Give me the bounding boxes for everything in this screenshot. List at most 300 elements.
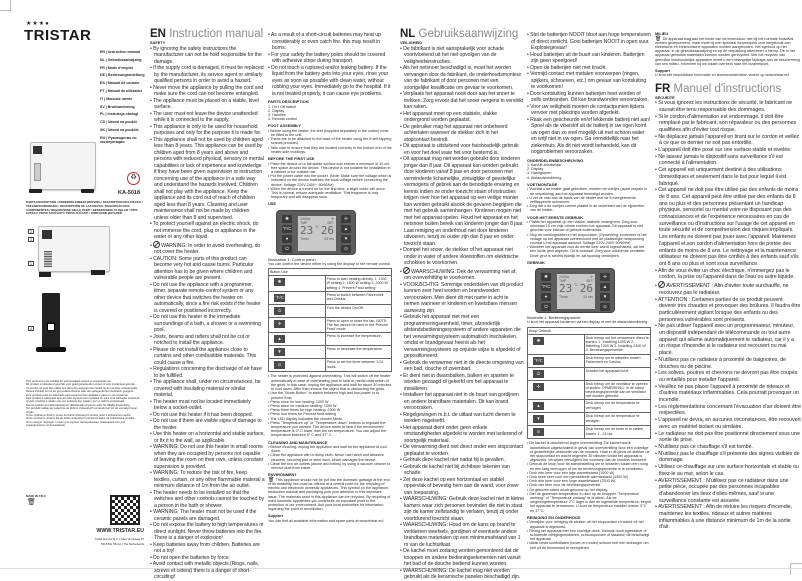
lcd-timer: Timer <box>300 236 309 241</box>
list-item-text: Before cleaning, unplug the appliance and wait for the appliance to cool down. <box>270 445 387 454</box>
list-item <box>655 357 801 370</box>
first-use-heading: BEFORE THE FIRST USE <box>268 156 315 162</box>
environment-heading: ENVIRONMENT <box>268 472 297 478</box>
first-use-heading: VOOR HET EERSTE GEBRUIK <box>527 214 583 220</box>
brand-stars: ★★★● <box>26 21 50 27</box>
list-item-text: De kachel moet zodanig worden gemonteerd dat de knoppen en andere bedieningselementen niet vanuit het bad of de douche bediend kunnen worden. <box>403 548 521 567</box>
address-line: 5015 BH Tilburg | The Netherlands <box>101 542 144 546</box>
lcd-current-temp: 23 <box>300 223 314 237</box>
down-button-icon: ▼ <box>533 415 544 423</box>
list-item <box>150 418 265 431</box>
list-item-text: Cet appareil est uniquement destiné à des utilisations domestiques et seulement dans le but pour lequel il est fabriqué. <box>658 167 787 187</box>
list-item-text: Het apparaat dient onder geen enkele omstandigheden afgedekt te worden met isolerend of soortgelijk materiaal. <box>403 424 523 444</box>
list-item-text: Use this heater on a horizontal and stable surface, or fix it to the wall, as applicable. <box>153 431 265 444</box>
illustration-caption: Illustratie 1: Bedieningspaneel <box>527 315 581 321</box>
list-item-text: N'utilisez pas ce chauffage s'il est tombé. <box>658 443 753 450</box>
list-item-text: The heater is protected against overheating. This will switch off the heater automatically in case of overheating (due to total or partial obstruction of the grids. In this case, unplug the appliance and wait for about 30 minutes to cool down. After that remove the object that is obstructing the grids. <box>270 374 392 392</box>
list-item <box>268 445 392 453</box>
support-heading: Support <box>268 513 283 519</box>
list-item-text: The LED display indicates the chosen Mode. <box>270 416 344 421</box>
list-item-text: Ne laissez jamais le dispositif sans surveillance s'il est connecté à l'alimentation. <box>658 153 783 167</box>
list-item <box>527 104 651 117</box>
list-item-text: Never move the appliance by pulling the cord and make sure the cord can not become entangled. <box>153 84 264 97</box>
list-item <box>655 147 801 154</box>
table-icon-cell <box>528 413 585 426</box>
list-item <box>100 105 146 109</box>
list-item-text: Dit apparaat is uitsluitend voor huishoudelijk gebruik en voor het doel waar het voor bestemd is. <box>403 143 519 156</box>
list-item-text: The appliance shall, under no circumstances, be covered with insulating material or similar material. <box>153 379 261 398</box>
heater-front-image <box>38 226 110 272</box>
list-item <box>400 477 524 497</box>
en-title <box>150 28 265 40</box>
list-item-text: Door kortsluiting kunnen batterijen heet worden of zelfs ontbranden. Dit kan brandwonden veroorzaken. <box>530 90 649 103</box>
table-header: Knop Gebruik <box>528 327 651 334</box>
table-use-cell: Press to increase the temperature. <box>325 333 391 346</box>
table-icon-cell <box>269 291 326 304</box>
list-item <box>150 431 265 444</box>
list-item-text: 2. Display <box>527 167 544 172</box>
list-item <box>655 431 801 444</box>
lcd-display <box>557 274 595 309</box>
list-item-text: Installeer het apparaat niet in de buurt van gordijnen en andere brandbare materialen. Dit kan brand veroorzaken. <box>403 392 519 411</box>
nl-title <box>400 28 524 40</box>
list-item-text: Les solives, poutres et chevrons ne devront pas être coupés ou entaillés pour installer l'appareil. <box>658 370 798 383</box>
list-item-text: Joists, beams and rafters shall not be cut or notched to install the appliance. <box>153 333 250 346</box>
list-item-text: NL | Gebruiksaanwijzing <box>100 57 142 62</box>
list-item <box>655 187 801 267</box>
list-item <box>100 136 146 145</box>
list-item-text: Clean the two air outlets (above and below) by using a vacuum cleaner to remove dust from inside. <box>270 461 391 471</box>
lcd-set: SET <box>327 220 334 225</box>
list-item <box>100 120 146 124</box>
list-item <box>150 444 265 470</box>
list-item-text: Do not use this heater in the immediate surroundings of a bath, a shower or a swimming pool. <box>153 314 261 333</box>
environment-body: Dit apparaat mag aan het einde van de levensduur niet bij het normale huisafval worden gedeponeerd, maar moet bij een speciaal inzamelpunt voor hergebruik van elektrische en elektronische apparaten worden aangeboden. Het symbool op het apparaat, in de gebruiksaanwijzing en op de verpakking attendeert u hierop. De in het apparaat gebruikte materialen kunnen worden gerecycled. Met het recyclen van gebruikte huishoudelijke apparaten levert u een belangrijke bijdrage aan de bescherming van ons milieu. Informeer bij uw lokale overheid naar het inzamelpunt. <box>655 36 800 66</box>
list-item <box>400 522 524 548</box>
lcd-display <box>298 216 336 251</box>
no-cover-warning-icon <box>153 241 160 248</box>
list-item-text: Ne pas utiliser l'appareil avec un programmateur, minuteur, un dispositif indépendant de télécommande ou tout autre appareil qui allume automatiquement le radiateur, car il y a un risque d'incendie si le radiateur est recouvert ou mal placé. <box>658 323 795 357</box>
list-item-text: Zet deze kachel op een horizontaal en stabiel oppervlak of bevestig hem aan de wand, voor zover van toepassing. <box>403 476 519 496</box>
list-item-text: Raak een gescheurde en/of lekkende batterij niet aan! Spoel als de vloeistof uit de batterij in uw ogen komt uw ogen dan zo snel mogelijk uit met schoon water en wrijf niet in uw ogen. Ga onmiddellijk naar het ziekenhuis. Als dit niet wordt behandeld, kan dit oogproblemen veroorzaken. <box>530 116 651 155</box>
list-item <box>527 233 651 246</box>
environment-text <box>655 37 801 66</box>
list-item-text: Gebruik de verwarmer niet in de directe omgeving van een bad, douche of zwembad. <box>403 359 524 372</box>
list-item <box>400 124 524 144</box>
list-item-text: Vermijd contact met metalen voorwerpen (ringen, spijkers, schroeven, etc.) om gevaar van kortsluiting te voorkomen! <box>530 71 647 90</box>
website-link[interactable]: WWW.TRISTAR.EU <box>96 528 144 534</box>
list-item <box>150 366 265 379</box>
list-item-text: DE | Bedienungsanleitung <box>100 73 145 78</box>
list-item-text: Voor uw veiligheid moeten de contactpunten tijdens vervoer met plakstrips worden afgedekt. <box>530 103 645 116</box>
table-row <box>528 367 651 380</box>
table-header: Button Use <box>269 269 392 276</box>
list-item-text: Wanneer het apparaat voor de eerste keer wordt ingeschakeld, zal het een lichte geur afgeven. Dit is normaal. Zorg voor voldoende ventilatie. Deze geur is slechts tijdelijk en zal spoedig verdwijnen. <box>529 245 646 258</box>
lcd-current-temp: 23 <box>559 282 573 296</box>
list-item-text: Dompel het snoer, de stekker of het apparaat niet onder in water of andere vloeistoffen om elektrische schokken te voorkomen. <box>403 247 519 266</box>
list-item-text: PL | Instrukcja obsługi <box>100 112 139 117</box>
list-item-text: ATTENTION : Certaines parties de ce produit peuvent devenir très chaudes et provoquer des brûlures. Il faudra être particulièrement vigilant lorsque des enfants ou des personnes vulnérables sont présents. <box>657 296 801 323</box>
lcd-fan-icon: ✢ <box>590 275 593 280</box>
list-item-text: Open de batterijen niet met kracht. <box>530 64 607 71</box>
list-item-text: 1. On / Off switch <box>268 104 297 109</box>
unit-button-icon: °F/C <box>282 225 292 231</box>
callout-label: 4 <box>28 326 34 331</box>
table-row <box>269 304 392 317</box>
list-item <box>400 247 524 267</box>
heat-button-icon: ✺ <box>274 278 285 286</box>
unit-button-icon: °F/C <box>533 357 544 363</box>
use-notes <box>527 441 651 512</box>
lcd-fan-icon: ✢ <box>331 216 334 221</box>
list-item <box>400 91 524 111</box>
table-use-cell: Druk hierop om te wisselen tussen Fahrenheit en Celsius. <box>584 354 650 367</box>
list-item-text: Ten produkt nadaje się wyłącznie do dobrze izolowanych pomieszczeń lub do sporadycznego użytku. <box>26 407 137 414</box>
unit-button-icon: °F/C <box>274 294 285 300</box>
list-item <box>400 267 524 282</box>
list-item-text: Press three times for high heating: 2300 W <box>270 408 341 413</box>
list-item-text: Reinig het apparaat met een vochtige doek. Gebruik nooit agressieve of schurende reinigingsmiddelen, schuursponsen of staalwol; dit beschadigt het apparaat. <box>529 528 650 542</box>
power-button-icon: ⏻ <box>282 245 292 253</box>
table-use-cell: Press to decrease the temperature. <box>325 346 391 359</box>
list-item <box>100 58 146 62</box>
use-heading: USE <box>268 201 276 207</box>
heat-button-icon: ✺ <box>541 273 551 281</box>
list-item-text: Put the power cable into the socket. (Note: Make sure the voltage which is indicated on the device matches the local voltage before connecting the device. Voltage 220V-240V~ 50/60Hz) <box>270 174 392 187</box>
support-text: You can find all available information and spare parts at www.tristar.eu! <box>268 518 384 523</box>
up-button-icon: ▲ <box>533 402 544 410</box>
language-code: NL <box>400 28 416 40</box>
list-item-text: Stop de voedingskabel in het stopcontact. (Opmerking: controleer of het voltage op het apparaat overeenkomt met de plaatselijke netspanning voordat u het apparaat aansluit. Voltage 220V-240V 50/60Hz) <box>529 232 647 246</box>
list-item-text: U zet ze vast aan de basis van de heater met de 8 meegeleverde zelftappende schroeven. <box>529 195 636 204</box>
down-button-icon: ▼ <box>600 293 610 301</box>
button-table <box>527 327 651 440</box>
list-item-text: WAARSCHUWING: Dek de verwarming niet af, om oververhitting te voorkomen. <box>404 268 517 281</box>
list-item-text: RU | Руководство по эксплуатации <box>100 135 137 145</box>
list-item-text: 3. Handles <box>268 112 286 117</box>
list-item-text: Clean the appliance with a damp cloth. Never use harsh and abrasive cleaners, scouring pad or steel wool, which damages the device. <box>270 453 384 462</box>
list-item-text: N'utilisez pas le chauffage s'il présente des signes visibles de dommage. <box>658 450 800 464</box>
cover-panel <box>0 0 145 575</box>
fan-button-icon: ✢ <box>341 215 351 223</box>
table-icon-cell <box>269 317 326 333</box>
list-item-text: 4. Afstandsbediening <box>527 175 562 180</box>
list-item-text: Cet appareil ne doit pas être utilisé par des enfants de moins de 8 ans. Cet appareil peut être utilisé par des enfants de 8 ans ou plus et des personnes présentant un handicap physique, sensoriel ou mental voire ne disposant pas des connaissances et de l'expérience nécessaires en cas de surveillance ou d'instructions sur l'usage de cet appareil en toute sécurité et de compréhension des risques impliqués. Les enfants ne doivent pas jouer avec l'appareil. Maintenez l'appareil et son cordon d'alimentation hors de portée des enfants de moins de 8 ans. Le nettoyage et la maintenance utilisateur ne doivent pas être confiés à des enfants sauf s'ils ont 8 ans ou plus et sont sous surveillance. <box>658 187 799 267</box>
safety-list <box>655 100 801 531</box>
list-item <box>268 129 392 137</box>
list-item-text: Druk vier keer voor de bevriezingspreventie <box>529 483 601 488</box>
list-item-text: Plaats het apparaat op een vlakke, stabiele ondergrond. Zorg voor minimaal 10 cm vrije ruimte rondom het apparaat. Dit apparaat is niet geschikt voor inbouw of gebruik buitenshuis. <box>529 220 643 233</box>
table-icon-cell <box>269 333 326 346</box>
list-item <box>268 421 392 438</box>
safety-heading: SÉCURITÉ <box>655 94 675 100</box>
fan-button-icon: ✢ <box>274 320 285 328</box>
safety-list <box>400 46 524 581</box>
table-row <box>269 333 392 346</box>
list-item-text: Avoid contact with metallic objects.(Rings, nails, screws et cetera) there is a danger of short-circuiting! <box>152 561 259 580</box>
up-button-icon: ▲ <box>341 225 351 233</box>
list-item-text: 2. Display <box>268 108 285 113</box>
list-item-text: For your safety the battery poles should be covered with adhesive strips during transport. <box>271 51 386 64</box>
weee-bin-icon: 🗑 <box>27 499 36 506</box>
safety-list <box>150 46 265 581</box>
list-item <box>268 146 392 154</box>
list-item <box>655 417 801 430</box>
callout-label: 1 <box>28 261 34 266</box>
list-item-text: This appliance shall not be used by children aged less than 8 years. This appliance can be used by children aged from 8 years and above and persons with reduced physical, sensory or mental capabilities or lack of experience and knowledge if they have been given supervision or instruction concerning use of the appliance in a safe way and understand the hazards involved. Children shall not play with the appliance. Keep the appliance and its cord out of reach of children aged less than 8 years. Cleaning and user maintenance shall not be made by children unless older than 8 and supervised. <box>153 136 264 221</box>
brand-logo: TRISTAR <box>24 27 92 44</box>
list-item-text: Gebruik het apparaat niet met een programmeringseenheid, timer, afzonderlijk afstandsbedieningssysteem of andere apparaten die het verwarmingssysteem automatisch inschakelen, omdat er brandgevaar heerst als het verwarmingssysteem op onjuiste wijze is afgedekt of gepositioneerd. <box>403 314 521 359</box>
table-row <box>269 346 392 359</box>
lcd-tmp: TMP <box>559 279 567 284</box>
illustration-text: You can control the device either by using the display or the remote control. <box>268 261 391 266</box>
list-item-text: Verplaats het apparaat nooit door aan het snoer te trekken. Zorg ervoor dat het snoer nergens in verstrikt kan raken. <box>403 91 524 110</box>
list-item-text: Afin de vous éviter un choc électrique, n'immergez pas le cordon, la prise ou l'appareil dans de l'eau ou autre liquide. <box>657 267 795 281</box>
list-item-text: Do not touch a ruptured and/or leaking battery. If the liquid from the battery gets into your eyes, rinse your eyes as soon as possible with clean water, without rubbing your eyes. Immediately go to the hospital. If it is not treated properly, it can cause eye problems. <box>271 64 391 97</box>
language-code: FR <box>655 82 671 95</box>
table-row <box>528 413 651 426</box>
table-use-cell: Druk hierop om de temperatuur te verlagen. <box>584 413 650 426</box>
list-item <box>150 137 265 222</box>
model-number: KA-5018 <box>118 190 141 196</box>
list-item-text: WARNING: In order to avoid overheating, do not cover the heater. <box>154 242 261 255</box>
lcd-row <box>559 295 593 299</box>
first-use-list <box>268 162 392 200</box>
table-use-cell: Press to start heating directly. 1. 1000 W setting 2. 1300 W setting 3. 2300 W setting 4. Prevent Frost setting <box>325 276 391 292</box>
list-item <box>655 100 801 113</box>
list-item <box>150 542 265 555</box>
table-icon-cell <box>528 400 585 413</box>
list-item <box>150 347 265 367</box>
list-item-text: The user must not leave the device unattended while it is connected to the supply. <box>153 110 258 123</box>
table-icon-cell <box>269 304 326 317</box>
list-item <box>150 111 265 124</box>
table-row <box>269 317 392 333</box>
table-use-cell: Press to set the timer between 1-24 hours. <box>325 359 391 372</box>
safety-heading: SAFETY <box>150 40 166 45</box>
control-panel-illustration <box>535 268 615 313</box>
list-item-text: Dieses Produkt ist nur für gut isolierte Räume oder den gelegentlichen Gebrauch geeignet. <box>26 390 134 394</box>
list-item-text: Druk één keer voor een lage warmtestand (1000 W) <box>529 470 615 475</box>
timer-button-icon: ⊙ <box>274 361 285 369</box>
list-item <box>150 98 265 111</box>
list-item-text: WAARSCHUWING: Gebruik deze kachel niet in kleine kamers waar zich personen bevinden die niet in staat zijn de kamer zelfstandig te verlaten, tenzij zij onder voortdurend toezicht staan. <box>403 496 524 522</box>
list-item <box>100 89 146 93</box>
list-item <box>268 52 392 65</box>
list-item-text: Questo prodotto è adatto solo per ambienti ben isolati o per un utilizzo occasionale. <box>26 400 126 404</box>
list-item <box>527 196 651 204</box>
list-item-text: The heater needs to be installed so that the switches and other controls cannot be touched by a person in the bath or shower. <box>153 489 265 509</box>
list-item-text: Use the "Mode Button" to switch between high and low power or to prevent frost. <box>270 391 380 400</box>
language-list <box>100 50 146 148</box>
illustration-caption: Illustration 1: Control panel <box>268 256 316 262</box>
list-item <box>268 374 392 391</box>
no-cover-warning-icon <box>403 267 410 274</box>
fr-column <box>655 32 801 531</box>
list-item <box>527 32 651 52</box>
list-item-text: If the supply cord is damaged, it must be replaced by the manufacturer, its service agent or similarly qualified persons in order to avoid a hazard. <box>153 65 264 84</box>
list-item-text: WARNING: To reduce the risk of fire, keep textiles, curtain, or any other flammable material a minimum distance of 1m from the air outlet. <box>153 470 265 489</box>
list-item-text: De kachel is beschermd tegen oververhitting. De kachel wordt automatisch uitgeschakeld in geval van oververhitting door een volledige of gedeeltelijke obstructie van de roosters. Haal in dit geval de stekker uit het stopcontact en wacht ongeveer 30 minuten totdat het apparaat is afgekoeld. Verwijder vervolgens het voorwerp dat de roosters blokkeert. <box>529 441 650 463</box>
table-header-row <box>269 269 392 276</box>
list-item-text: Este producto solo es adecuado para espacios bien aislados o para un uso ocasional. <box>26 393 129 397</box>
list-item-text: SV | Bruksanvisning <box>100 104 135 109</box>
list-item-text: When the device is turned on for the first time, a slight odour will occur. This is normal, ensure adequate ventilation. This fragrance is only temporary and will disappear soon. <box>270 186 386 200</box>
parts-list <box>268 105 392 122</box>
list-item <box>527 492 651 513</box>
timer-button-icon: ⊙ <box>600 303 610 311</box>
list-item-text: Veuillez ne pas placer l'appareil à proximité de rideaux et d'autres matériaux inflammables. Cela pourrait provoquer un incendie. <box>658 383 799 404</box>
en-column-2 <box>268 32 392 523</box>
list-item <box>268 137 392 145</box>
safety-list-continued <box>268 32 392 97</box>
use-heading: GEBRUIK <box>527 259 545 265</box>
foot-list <box>527 187 651 212</box>
list-item <box>268 117 392 121</box>
table-use-cell: Druk hierop om de ventilator te openen of sluiten. OPMERKING: In de stand bevriezingspreventie kan de ventilator niet worden gebruikt. <box>584 380 650 400</box>
list-item-text: AVERTISSEMENT : Afin de réduire les risques d'incendie, maintenez les textiles, rideaux et autres matières inflammables à une distance minimum de 1m de la sortie d'air. <box>657 504 793 531</box>
list-item <box>655 464 801 477</box>
safety-list-continued <box>527 32 651 156</box>
callout-label: 2 <box>28 229 34 234</box>
list-item-text: Les réglementations concernant l'évacuation d'air doivent être respectées. <box>658 403 801 417</box>
table-row <box>269 276 392 292</box>
list-item <box>268 65 392 98</box>
list-item-text: Please do not install the appliance close to curtains and other combustible materials. This could cause a fire. <box>153 346 257 366</box>
list-item-text: To protect yourself against an electric shock, do not immerse the cord, plug or appliance in the water or any other liquid. <box>153 221 259 240</box>
list-item-text: 4. Remote control <box>268 117 298 122</box>
list-item <box>268 391 392 399</box>
list-item <box>150 124 265 137</box>
power-button-icon: ⏻ <box>274 307 285 315</box>
table-header-row <box>528 327 651 334</box>
list-item-text: Le radiateur ne doit pas être positionné directement sous une sortie de prise. <box>658 430 800 444</box>
heat-button-icon: ✺ <box>282 215 292 223</box>
table-row <box>528 426 651 439</box>
list-item <box>527 187 651 195</box>
list-item-text: IT | Manuale utente <box>100 96 133 101</box>
list-item <box>268 462 392 470</box>
lcd-set: SET <box>586 279 593 284</box>
foot-heading: VOETMONTAGE <box>527 181 558 187</box>
environment-text <box>268 478 392 512</box>
list-item-text: WARNING: Do not use this heater in small rooms when they are occupied by persons not capable of leaving the room on their own, unless constant supervision is provided. <box>153 444 263 470</box>
power-button-icon: ⏻ <box>533 370 544 378</box>
list-item <box>100 50 146 54</box>
list-item <box>150 256 265 282</box>
list-item-text: Press four times for Prevent frost setting <box>270 412 337 417</box>
list-item-text: WAARSCHUWING: De kachel mag niet worden gebruikt als de keramische panelen beschadigd zijn. <box>403 567 521 580</box>
timer-button-icon: ⊙ <box>533 428 544 436</box>
list-item <box>527 441 651 462</box>
list-item <box>527 52 651 65</box>
list-item <box>26 421 144 428</box>
list-item-text: Utilisez ce chauffage sur une surface horizontale et stable ou fixez-le au mur, selon le cas. <box>658 464 799 477</box>
list-item <box>150 509 265 522</box>
list-item-text: Zorg dat u de voetjes correct plaatst in de onderkant van de zijpanelen van de heater. <box>529 204 645 213</box>
list-item <box>527 71 651 91</box>
table-row <box>528 400 651 413</box>
first-use-list <box>527 220 651 258</box>
list-item <box>527 91 651 104</box>
list-item <box>527 204 651 212</box>
list-item <box>150 241 265 256</box>
list-item <box>400 392 524 412</box>
table-icon-cell <box>269 359 326 372</box>
heater-side-image <box>42 293 60 351</box>
list-item-text: Ne déplacez jamais l'appareil en tirant sur le cordon et veillez à ce que ce dernier ne soit pas entortillé. <box>658 133 800 147</box>
lcd-power: 2300w <box>300 216 311 221</box>
list-item-text: Take care to ensure that they are located correctly in the bottom end of the heater side moldings. <box>270 145 392 154</box>
use-notes <box>268 374 392 437</box>
lcd-target-temp: 26 <box>320 223 334 237</box>
list-item <box>400 360 524 373</box>
list-item <box>150 490 265 510</box>
nl-column-2 <box>527 32 651 550</box>
receiver-button-icon: ● <box>282 235 292 243</box>
list-item <box>268 174 392 187</box>
weee-bin-icon: 🗑 <box>268 476 276 483</box>
support-text: U kunt alle beschikbare informatie en reserveonderdelen vinden op www.tristar.eu! <box>655 73 790 78</box>
table-icon-cell <box>528 426 585 439</box>
list-item-text: Do not use the appliance with a programmer, timer, separate remote-control system or any other device that switches the heater on automatically, since a fire risk exists if the heater is covered or positioned incorrectly. <box>153 281 261 314</box>
list-item <box>655 478 801 505</box>
manual-title: Manuel d'instructions <box>673 82 782 95</box>
list-item-text: Stel de batterijen NOOIT bloot aan hoge temperaturen of direct zonlicht. Gooi batterijen NOOIT in open vuur. Explosiegevaar! <box>530 32 651 51</box>
unit-button-icon: °F/C <box>541 284 551 290</box>
list-item <box>400 373 524 393</box>
list-item <box>655 451 801 464</box>
list-item <box>655 370 801 383</box>
list-item <box>150 282 265 315</box>
list-item-text: SK | Návod na použitie <box>100 127 139 132</box>
list-item <box>655 154 801 167</box>
list-item <box>100 112 146 116</box>
list-item-text: Этот продукт подходит только для хорошо изолированных помещений или для эпизодического использования. <box>26 420 126 428</box>
en-column-1 <box>150 28 265 581</box>
list-item-text: Druk twee keer voor een gemiddelde warmtestand (1300 W) <box>529 475 628 480</box>
list-item <box>527 462 651 470</box>
table-icon-cell <box>269 346 326 359</box>
list-item-text: This product is only suitable for well insulated spaces or occasional use. <box>26 380 112 383</box>
table-icon-cell <box>269 276 326 292</box>
list-item-text: Gebruik de knop voor de standinstelling om te wisselen tussen een hoog en een laag vermogen of om de bevriezingspreventie in te schakelen. <box>529 462 648 471</box>
table-row <box>528 334 651 354</box>
list-item-text: Het apparaat moet op een stabiele, vlakke ondergrond worden geplaatst. <box>403 110 498 123</box>
qr-code <box>110 495 140 525</box>
foot-list <box>268 129 392 154</box>
fr-title <box>655 83 801 95</box>
list-item-text: Press once for low heating: 1000 W <box>270 399 329 404</box>
list-item <box>268 453 392 461</box>
fan-button-icon: ✢ <box>600 273 610 281</box>
list-item <box>655 504 801 531</box>
table-use-cell: Druk hierop om de temperatuur te verhogen. <box>584 400 650 413</box>
list-item <box>400 156 524 247</box>
lcd-tmp: TMP <box>300 220 308 225</box>
list-item <box>655 404 801 417</box>
lcd-power: 2300w <box>559 275 570 280</box>
table-use-cell: Schakel het apparaat in/uit. <box>584 367 650 380</box>
address-line: Tristar Europe B.V. | Jules Verneweg 87 <box>94 537 144 541</box>
table-use-cell: Press to open or close the fan. NOTE: The fan cannot be used in the 'Prevent Frost' mode. <box>325 317 391 333</box>
list-item <box>268 32 392 52</box>
list-item <box>100 97 146 101</box>
list-item-text: Dit apparaat mag niet worden gebruikt door kinderen jonger dan 8 jaar. Dit apparaat kan worden gebruikt door kinderen vanaf 8 jaar en door personen met verminderde lichamelijke, zintuiglijke of geestelijke vermogens of gebrek aan de benodigde ervaring en kennis indien ze onder toezicht staan of instructies krijgen over hoe het apparaat op een veilige manier kan worden gebruikt alsook de gevaren begrijpen die met het gebruik samenhangen. Kinderen mogen niet met het apparaat spelen. Houd het apparaat en het netsnoer buiten bereik van kinderen jonger dan 8 jaar. Laat reiniging en onderhoud niet door kinderen uitvoeren, tenzij ze ouder zijn dan 8 jaar en onder toezicht staan. <box>403 156 524 247</box>
list-item <box>400 282 524 315</box>
list-item-text: Press twice for medium heating: 1300 W <box>270 403 337 408</box>
list-item-text: As a result of a short-circuit batteries may heat up considerably or even catch fire. this may result in burns. <box>270 32 381 51</box>
